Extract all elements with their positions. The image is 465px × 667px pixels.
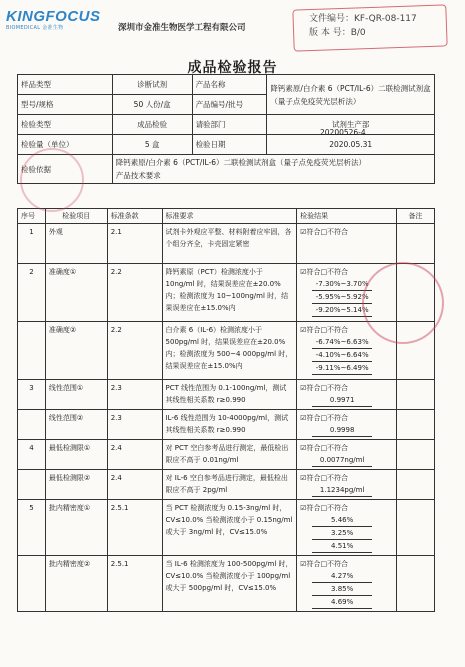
row-clause: 2.4: [107, 470, 162, 500]
row-clause: 2.1: [107, 224, 162, 264]
row-no: [18, 410, 46, 440]
row-result: [297, 500, 397, 556]
result-checkbox-text: ☑符合□不符合: [300, 326, 349, 334]
sample-type-label: 样品类型: [18, 75, 113, 95]
document-number-block: [309, 12, 417, 40]
batch-label: 产品编号/批号: [192, 95, 267, 115]
result-value: -9.11%~6.49%: [312, 362, 372, 375]
row-no: [18, 556, 46, 612]
result-value: 1.1234pg/ml: [312, 484, 372, 497]
row-clause: 2.5.1: [107, 500, 162, 556]
model-value: 50 人份/盒: [112, 95, 192, 115]
row-item: 最低检测限②: [45, 470, 107, 500]
result-value: 0.9971: [312, 394, 372, 407]
result-value: 0.9998: [312, 424, 372, 437]
row-remark: [397, 500, 435, 556]
inspect-type-value: 成品检验: [112, 115, 192, 135]
row-clause: 2.4: [107, 440, 162, 470]
table-row: [18, 470, 435, 500]
row-remark: [397, 440, 435, 470]
row-clause: 2.5.1: [107, 556, 162, 612]
col-item-header: 检验项目: [45, 209, 107, 224]
result-checkbox-text: ☑符合□不符合: [300, 384, 349, 392]
row-item: 准确度②: [45, 322, 107, 380]
page-title: 成品检验报告: [187, 60, 278, 76]
row-item: 批内精密度①: [45, 500, 107, 556]
version-number: 版 本 号：B/0: [309, 28, 366, 38]
row-remark: [397, 224, 435, 264]
logo-text: KINGFOCUS: [6, 8, 101, 25]
row-result: [297, 440, 397, 470]
basis-value: [112, 155, 434, 184]
row-item: 最低检测限①: [45, 440, 107, 470]
result-value: 5.46%: [312, 514, 372, 527]
basis-subtext: 产品技术要求: [115, 171, 161, 180]
row-requirement: 降钙素原（PCT）检测浓度小于 10ng/ml 时，结果误差应在±20.0%内；检测浓度为 10~100ng/ml 时，结果误差应在±15.0%内: [162, 264, 297, 322]
inspect-type-label: 检验类型: [18, 115, 113, 135]
result-value: 3.25%: [312, 527, 372, 540]
table-row: [18, 500, 435, 556]
row-requirement: PCT 线性范围为 0.1-100ng/ml，测试其线性相关系数 r≥0.990: [162, 380, 297, 410]
dept-value: 试剂生产部: [267, 115, 435, 135]
sample-type-value: 诊断试剂: [112, 75, 192, 95]
result-checkbox-text: ☑符合□不符合: [300, 268, 349, 276]
date-value: 2020.05.31: [267, 135, 435, 155]
result-checkbox-text: ☑符合□不符合: [300, 414, 349, 422]
model-label: 型号/规格: [18, 95, 113, 115]
table-header-row: [18, 209, 435, 224]
product-name-value: 降钙素原/白介素 6（PCT/IL-6）二联检测试剂盒（量子点免疫荧光层析法）: [267, 75, 435, 115]
row-result: [297, 556, 397, 612]
row-item: 线性范围②: [45, 410, 107, 440]
col-remark-header: 备注: [397, 209, 435, 224]
result-value: 3.85%: [312, 583, 372, 596]
row-result: [297, 224, 397, 264]
result-value: -7.30%~3.70%: [312, 278, 372, 291]
row-no: 1: [18, 224, 46, 264]
row-no: 5: [18, 500, 46, 556]
row-item: 批内精密度②: [45, 556, 107, 612]
row-clause: 2.2: [107, 322, 162, 380]
col-req-header: 标准要求: [162, 209, 297, 224]
result-checkbox-text: ☑符合□不符合: [300, 504, 349, 512]
row-requirement: IL-6 线性范围为 10-4000pg/ml，测试其线性相关系数 r≥0.990: [162, 410, 297, 440]
row-item: 线性范围①: [45, 380, 107, 410]
row-remark: [397, 556, 435, 612]
result-checkbox-text: ☑符合□不符合: [300, 444, 349, 452]
result-value: -6.74%~6.63%: [312, 336, 372, 349]
row-remark: [397, 410, 435, 440]
company-logo: [6, 8, 118, 36]
row-no: [18, 322, 46, 380]
result-checkbox-text: ☑符合□不符合: [300, 228, 349, 236]
row-requirement: 对 IL-6 空白参考品进行测定，最低检出限应不高于 2pg/ml: [162, 470, 297, 500]
row-result: [297, 470, 397, 500]
row-no: [18, 470, 46, 500]
row-no: 4: [18, 440, 46, 470]
qty-label: 检验量（单位）: [18, 135, 113, 155]
row-no: 3: [18, 380, 46, 410]
date-label: 检验日期: [192, 135, 267, 155]
row-result: [297, 410, 397, 440]
basis-label: 检验依据: [18, 155, 113, 184]
qc-seal: [20, 148, 84, 212]
result-value: 4.69%: [312, 596, 372, 609]
logo-subtext: BIOMEDICAL 金准生物: [6, 25, 64, 31]
result-value: -4.10%~6.64%: [312, 349, 372, 362]
row-item: 准确度①: [45, 264, 107, 322]
product-name-label: 产品名称: [192, 75, 267, 95]
result-value: -5.95%~5.92%: [312, 291, 372, 304]
table-row: [18, 380, 435, 410]
result-value: -9.20%~5.14%: [312, 304, 372, 317]
row-remark: [397, 470, 435, 500]
row-clause: 2.3: [107, 410, 162, 440]
dept-label: 请验部门: [192, 115, 267, 135]
col-result-header: 检验结果: [297, 209, 397, 224]
document-number: 文件编号：KF-QR-08-117: [309, 14, 417, 24]
row-clause: 2.3: [107, 380, 162, 410]
batch-value: 20200526-4: [320, 128, 366, 137]
inspection-table: [17, 208, 435, 612]
col-clause-header: 标准条款: [107, 209, 162, 224]
row-clause: 2.2: [107, 264, 162, 322]
company-name: 深圳市金准生物医学工程有限公司: [118, 23, 246, 33]
row-requirement: 当 IL-6 检测浓度为 100-500pg/ml 时，CV≤10.0% 当检测浓度小于 100pg/ml 或大于 500pg/ml 时，CV≤15.0%: [162, 556, 297, 612]
result-checkbox-text: ☑符合□不符合: [300, 560, 349, 568]
row-requirement: 当 PCT 检测浓度为 0.15-3ng/ml 时，CV≤10.0% 当检测浓度小于 0.15ng/ml 或大于 3ng/ml 时，CV≤15.0%: [162, 500, 297, 556]
table-row: [18, 410, 435, 440]
row-requirement: 白介素 6（IL-6）检测浓度小于 500pg/ml 时，结果误差应在±20.0%内；检测浓度为 500~4 000pg/ml 时，结果误差应在±15.0%内: [162, 322, 297, 380]
inspection-seal: [362, 262, 444, 344]
result-checkbox-text: ☑符合□不符合: [300, 474, 349, 482]
row-requirement: 试剂卡外观应平整、材料附着应牢固，各个组分齐全，卡壳固定紧密: [162, 224, 297, 264]
row-remark: [397, 380, 435, 410]
result-value: 4.27%: [312, 570, 372, 583]
result-value: 0.0077ng/ml: [312, 454, 372, 467]
table-row: [18, 224, 435, 264]
col-no-header: 序号: [18, 209, 46, 224]
row-result: [297, 380, 397, 410]
table-row: [18, 556, 435, 612]
result-value: 4.51%: [312, 540, 372, 553]
row-no: 2: [18, 264, 46, 322]
row-item: 外观: [45, 224, 107, 264]
qty-value: 5 盒: [112, 135, 192, 155]
table-row: [18, 440, 435, 470]
row-requirement: 对 PCT 空白参考品进行测定，最低检出限应不高于 0.01ng/ml: [162, 440, 297, 470]
basis-text: 降钙素原/白介素 6（PCT/IL-6）二联检测试剂盒（量子点免疫荧光层析法）: [115, 158, 367, 167]
